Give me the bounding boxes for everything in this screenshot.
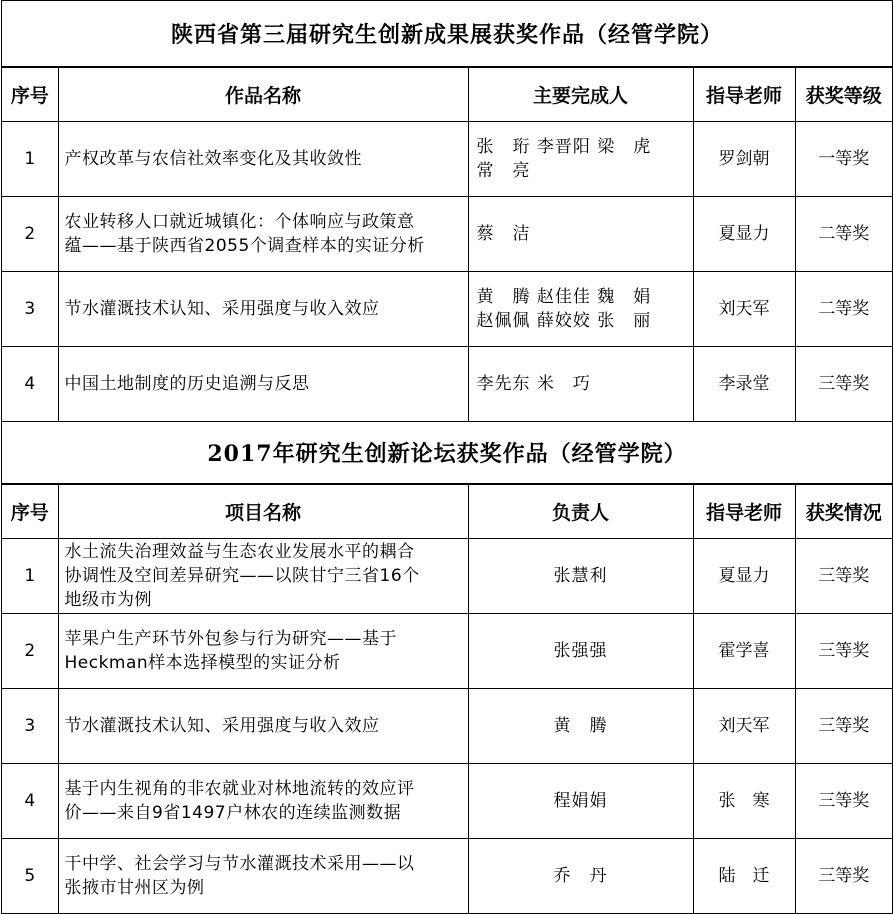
award-level: 二等奖 [795, 197, 892, 272]
table-row [2, 689, 892, 764]
work-name [58, 347, 468, 422]
main-authors [468, 272, 693, 347]
project-name [58, 539, 468, 614]
lead-person: 乔 丹 [468, 839, 693, 914]
section1-header-row [2, 68, 892, 122]
table-row [2, 347, 892, 422]
row-no: 3 [2, 272, 58, 347]
award-level: 三等奖 [795, 347, 892, 422]
table-row [2, 272, 892, 347]
header-main-authors: 主要完成人 [468, 68, 693, 122]
lead-person: 张强强 [468, 614, 693, 689]
advisor: 张 寒 [693, 764, 795, 839]
authors-line: 常 亮 [476, 161, 531, 181]
project-name-line: 价——来自9省1497户林农的连续监测数据 [64, 803, 402, 823]
header-award-level: 获奖等级 [795, 68, 892, 122]
project-name [58, 614, 468, 689]
project-name-line: 节水灌溉技术认知、采用强度与收入效应 [64, 716, 380, 736]
work-name-line: 蕴——基于陕西省2055个调查样本的实证分析 [64, 236, 425, 256]
project-name [58, 839, 468, 914]
project-name-line: 协调性及空间差异研究——以陕甘宁三省16个 [64, 566, 420, 586]
row-no: 2 [2, 197, 58, 272]
award-result: 三等奖 [795, 839, 892, 914]
row-no: 2 [2, 614, 58, 689]
header-project-name: 项目名称 [58, 485, 468, 539]
header-award-result: 获奖情况 [795, 485, 892, 539]
award-result: 三等奖 [795, 614, 892, 689]
advisor: 夏显力 [693, 539, 795, 614]
table-row [2, 122, 892, 197]
header-advisor: 指导老师 [693, 485, 795, 539]
table-row [2, 539, 892, 614]
section2-table [2, 484, 892, 914]
row-no: 1 [2, 122, 58, 197]
work-name-line: 节水灌溉技术认知、采用强度与收入效应 [64, 299, 380, 319]
section2-title: 2017年研究生创新论坛获奖作品（经管学院） [2, 422, 892, 484]
advisor: 霍学喜 [693, 614, 795, 689]
row-no: 1 [2, 539, 58, 614]
advisor: 夏显力 [693, 197, 795, 272]
project-name-line: 水土流失治理效益与生态农业发展水平的耦合 [64, 542, 415, 562]
lead-person: 张慧利 [468, 539, 693, 614]
row-no: 4 [2, 347, 58, 422]
header-advisor: 指导老师 [693, 68, 795, 122]
project-name [58, 689, 468, 764]
lead-person: 黄 腾 [468, 689, 693, 764]
awards-sheet [1, 0, 893, 914]
main-authors [468, 347, 693, 422]
project-name-line: 苹果户生产环节外包参与行为研究——基于 [64, 629, 397, 649]
section1-title: 陕西省第三届研究生创新成果展获奖作品（经管学院） [2, 0, 892, 67]
authors-line: 张 珩 李晋阳 梁 虎 [476, 137, 652, 157]
table-row [2, 614, 892, 689]
header-lead-person: 负责人 [468, 485, 693, 539]
table-row [2, 197, 892, 272]
project-name-line: 干中学、社会学习与节水灌溉技术采用——以 [64, 854, 415, 874]
lead-person: 程娟娟 [468, 764, 693, 839]
advisor: 陆 迁 [693, 839, 795, 914]
authors-line: 蔡 洁 [476, 224, 531, 244]
advisor: 刘天军 [693, 689, 795, 764]
advisor: 刘天军 [693, 272, 795, 347]
work-name-line: 农业转移人口就近城镇化：个体响应与政策意 [64, 212, 415, 232]
table-row [2, 764, 892, 839]
work-name [58, 197, 468, 272]
authors-line: 赵佩佩 薛姣姣 张 丽 [476, 311, 652, 331]
header-no: 序号 [2, 485, 58, 539]
section2-header-row [2, 485, 892, 539]
authors-line: 李先东 米 巧 [476, 374, 591, 394]
project-name [58, 764, 468, 839]
advisor: 李录堂 [693, 347, 795, 422]
main-authors [468, 122, 693, 197]
award-level: 一等奖 [795, 122, 892, 197]
work-name [58, 122, 468, 197]
work-name-line: 产权改革与农信社效率变化及其收敛性 [64, 149, 362, 169]
project-name-line: 张掖市甘州区为例 [64, 878, 205, 898]
advisor: 罗剑朝 [693, 122, 795, 197]
award-result: 三等奖 [795, 539, 892, 614]
award-result: 三等奖 [795, 764, 892, 839]
row-no: 4 [2, 764, 58, 839]
main-authors [468, 197, 693, 272]
row-no: 3 [2, 689, 58, 764]
project-name-line: Heckman样本选择模型的实证分析 [64, 653, 341, 673]
authors-line: 黄 腾 赵佳佳 魏 娟 [476, 287, 652, 307]
header-work-name: 作品名称 [58, 68, 468, 122]
work-name-line: 中国土地制度的历史追溯与反思 [64, 374, 310, 394]
work-name [58, 272, 468, 347]
award-level: 二等奖 [795, 272, 892, 347]
project-name-line: 基于内生视角的非农就业对林地流转的效应评 [64, 779, 415, 799]
section1-table [2, 67, 892, 422]
award-result: 三等奖 [795, 689, 892, 764]
row-no: 5 [2, 839, 58, 914]
table-row [2, 839, 892, 914]
project-name-line: 地级市为例 [64, 590, 152, 610]
header-no: 序号 [2, 68, 58, 122]
